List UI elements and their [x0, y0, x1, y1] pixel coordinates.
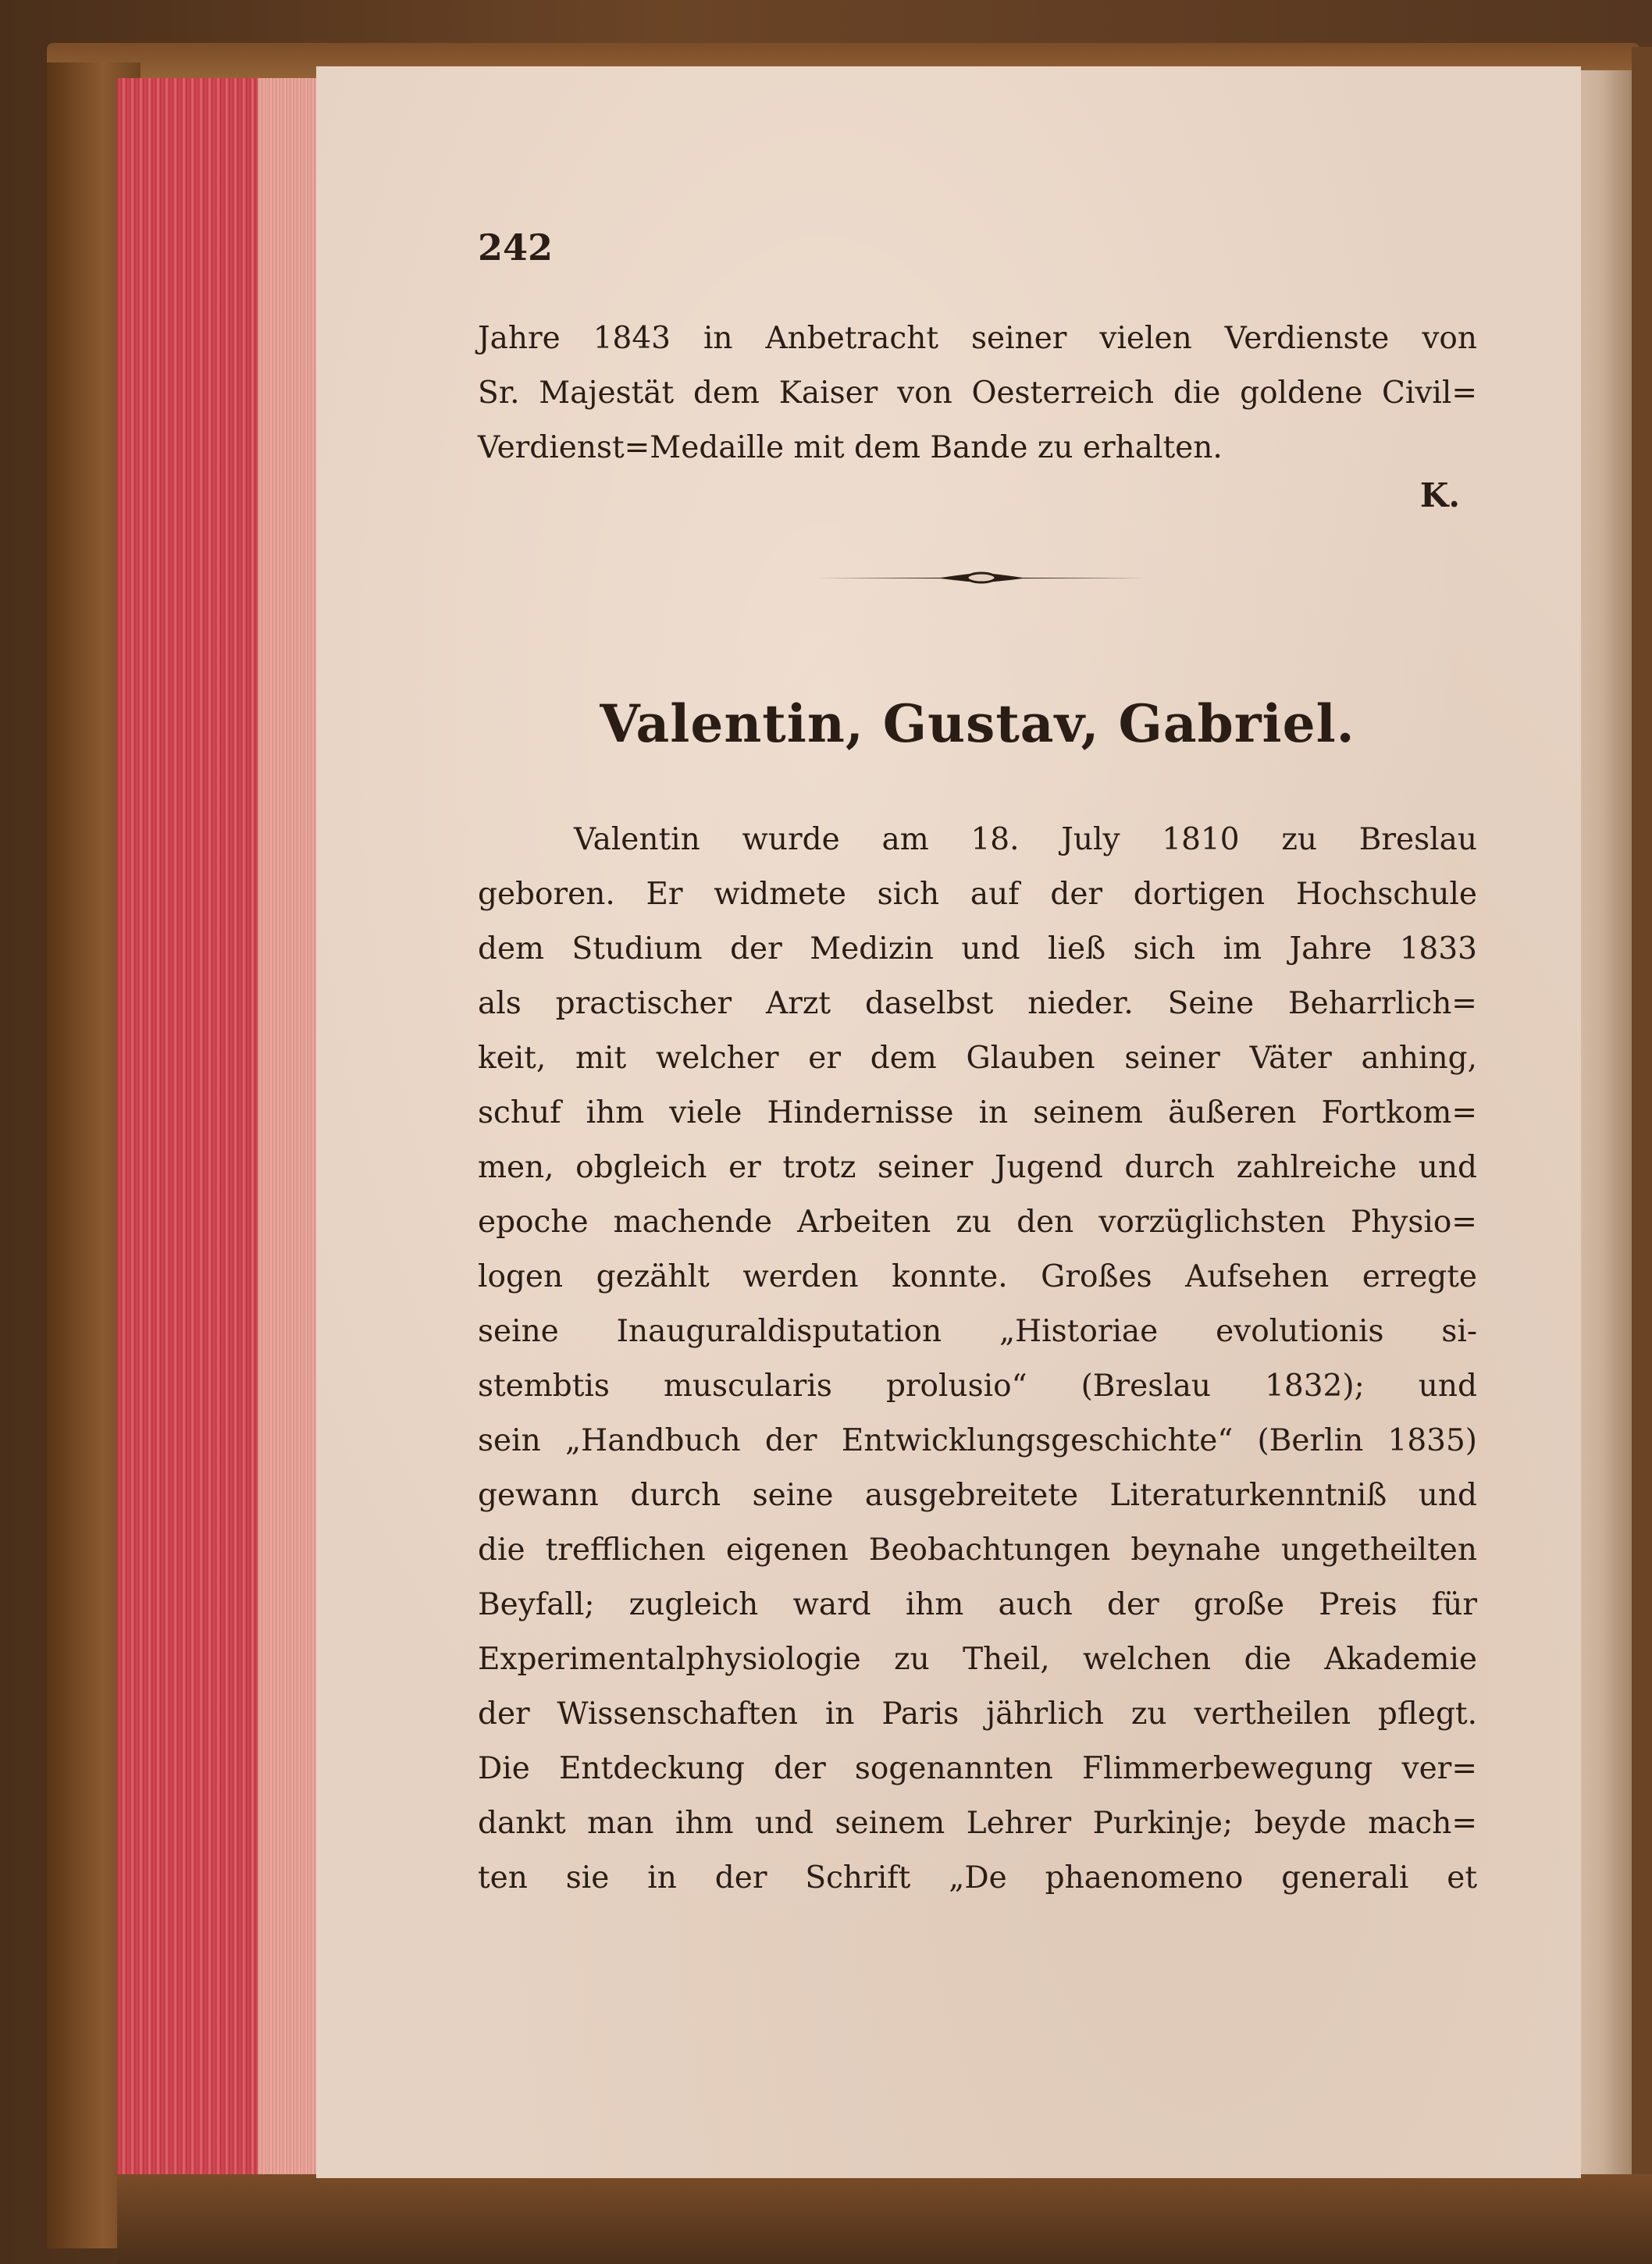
body-line: Experimentalphysiologie zu Theil, welchen die Akademie	[478, 1642, 1477, 1677]
body-line: Valentin wurde am 18. July 1810 zu Breslau	[574, 822, 1477, 857]
body-line: gewann durch seine ausgebreitete Literaturkenntniß und	[478, 1478, 1477, 1513]
intro-line: Sr. Majestät dem Kaiser von Oesterreich die goldene Civil=	[478, 376, 1477, 411]
body-line: epoche machende Arbeiten zu den vorzüglichsten Physio=	[478, 1205, 1477, 1240]
body-line: die trefflichen eigenen Beobachtungen beynahe ungetheilten	[478, 1532, 1477, 1568]
section-heading: Valentin, Gustav, Gabriel.	[600, 693, 1355, 754]
body-line: Beyfall; zugleich ward ihm auch der große Preis für	[478, 1587, 1477, 1622]
body-line: als practischer Arzt daselbst nieder. Seine Beharrlich=	[478, 986, 1477, 1021]
page-number: 242	[478, 226, 554, 269]
section-divider	[816, 570, 1148, 586]
book-cover-bottom	[117, 2174, 1652, 2264]
intro-line: Verdienst=Medaille mit dem Bande zu erhalten.	[478, 430, 1223, 465]
author-signature: K.	[1419, 476, 1460, 514]
body-line: keit, mit welcher er dem Glauben seiner Väter anhing,	[478, 1041, 1477, 1076]
body-line: der Wissenschaften in Paris jährlich zu vertheilen pflegt.	[478, 1696, 1477, 1732]
body-line: dankt man ihm und seinem Lehrer Purkinje; beyde mach=	[478, 1806, 1477, 1841]
intro-line: Jahre 1843 in Anbetracht seiner vielen Verdienste von	[478, 321, 1477, 356]
body-line: seine Inauguraldisputation „Historiae evolutionis si-	[478, 1314, 1477, 1349]
body-line: ten sie in der Schrift „De phaenomeno generali et	[478, 1860, 1477, 1896]
body-line: sein „Handbuch der Entwicklungsgeschichte“ (Berlin 1835)	[478, 1423, 1477, 1458]
body-line: men, obgleich er trotz seiner Jugend durch zahlreiche und	[478, 1150, 1477, 1185]
body-line: geboren. Er widmete sich auf der dortigen Hochschule	[478, 877, 1477, 912]
body-line: schuf ihm viele Hindernisse in seinem äußeren Fortkom=	[478, 1095, 1477, 1130]
body-line: Die Entdeckung der sogenannten Flimmerbewegung ver=	[478, 1751, 1477, 1786]
book-cover-right	[1632, 47, 1652, 2233]
body-line: dem Studium der Medizin und ließ sich im Jahre 1833	[478, 931, 1477, 966]
body-line: logen gezählt werden konnte. Großes Aufsehen erregte	[478, 1259, 1477, 1294]
body-line: stembtis muscularis prolusio“ (Breslau 1832); und	[478, 1369, 1477, 1404]
